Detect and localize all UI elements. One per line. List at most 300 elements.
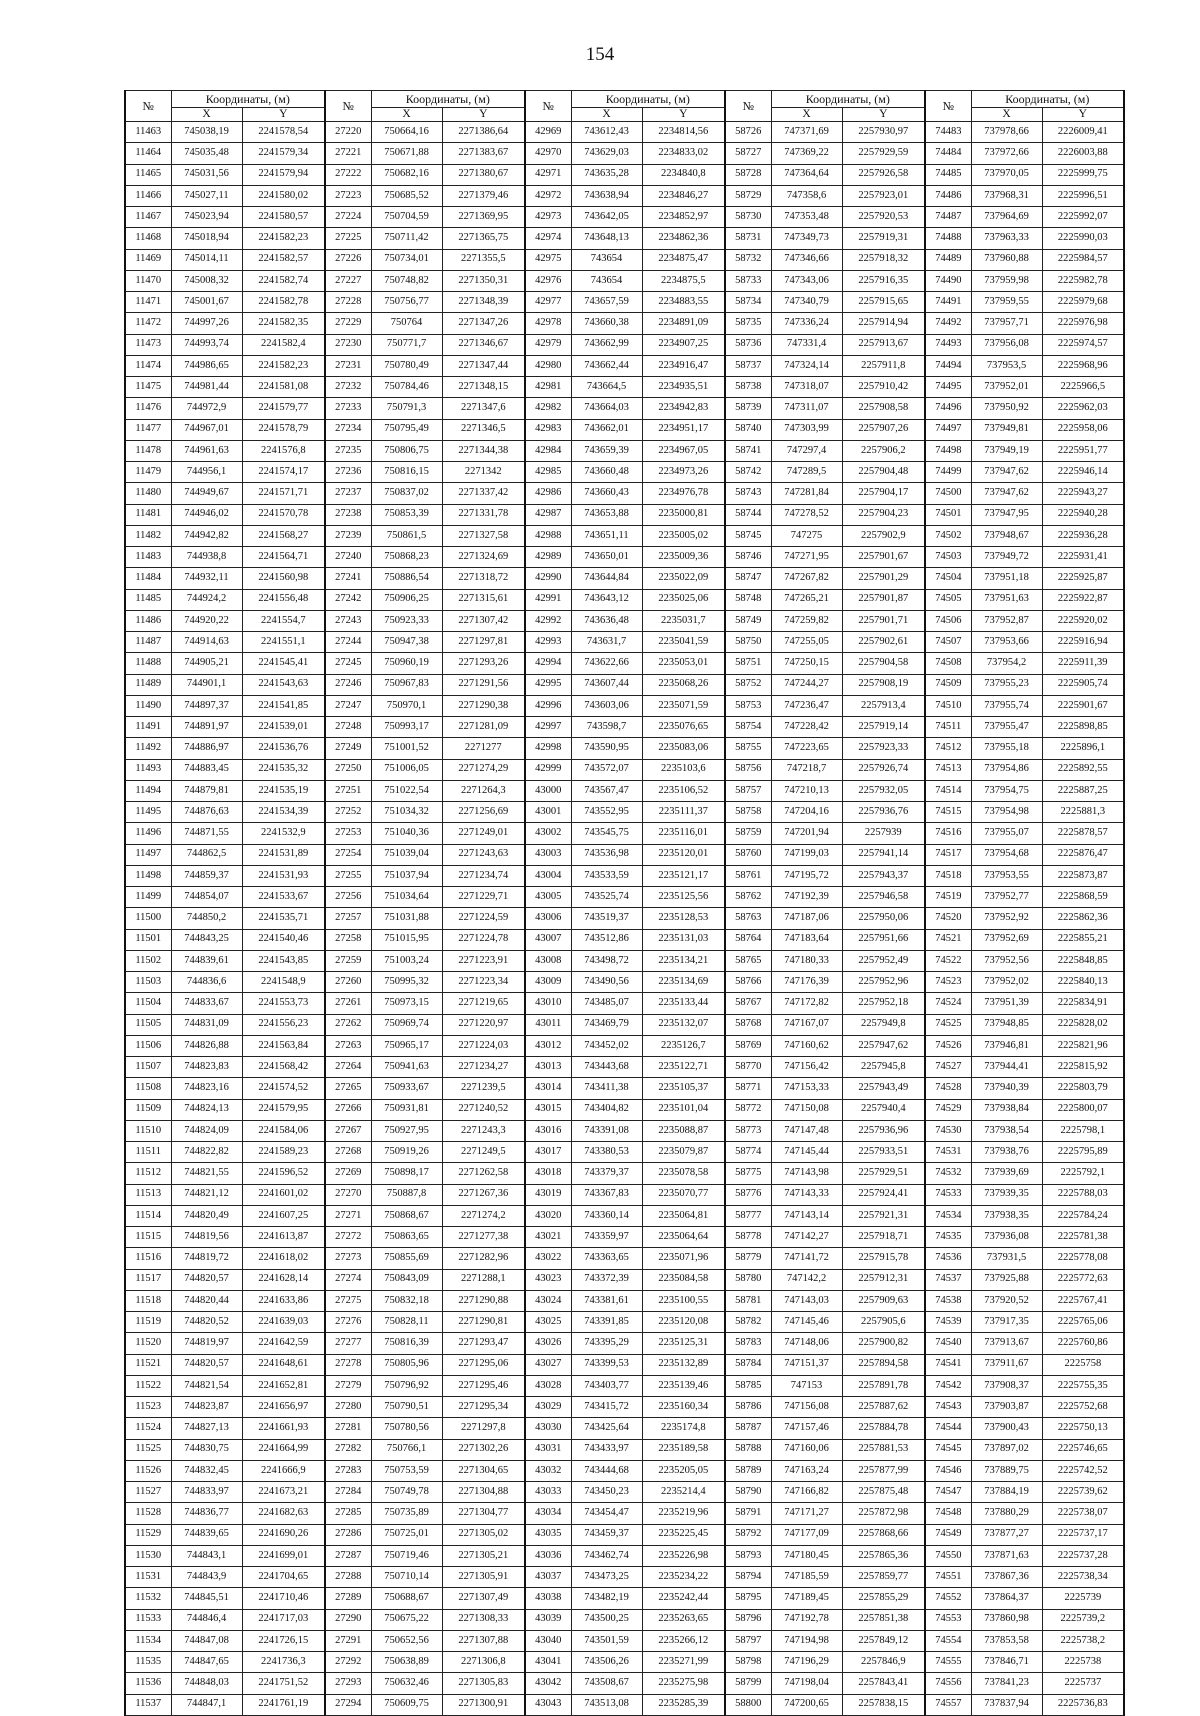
point-number: 42979 <box>525 334 571 355</box>
point-number: 27220 <box>325 122 371 143</box>
point-number: 74539 <box>925 1312 971 1333</box>
coordinate-x: 747267,82 <box>771 568 842 589</box>
coordinate-y: 2235064,81 <box>642 1205 725 1226</box>
point-number: 74511 <box>925 717 971 738</box>
coordinate-x: 744914,63 <box>171 632 242 653</box>
point-number: 11516 <box>125 1248 171 1269</box>
coordinate-x: 744830,75 <box>171 1439 242 1460</box>
coordinate-x: 737938,35 <box>971 1205 1042 1226</box>
point-number: 58732 <box>725 249 771 270</box>
coordinate-y: 2241607,25 <box>242 1205 325 1226</box>
coordinate-x: 737949,81 <box>971 419 1042 440</box>
point-number: 74550 <box>925 1545 971 1566</box>
coordinate-y: 2257881,53 <box>842 1439 925 1460</box>
point-number: 27255 <box>325 865 371 886</box>
point-number: 74498 <box>925 440 971 461</box>
coordinate-y: 2235022,09 <box>642 568 725 589</box>
coordinate-x: 743653,88 <box>571 504 642 525</box>
table-row <box>125 1673 1124 1694</box>
coordinate-x: 750898,17 <box>371 1163 442 1184</box>
coordinate-y: 2257919,14 <box>842 717 925 738</box>
coordinate-x: 750816,39 <box>371 1333 442 1354</box>
coordinate-y: 2257904,58 <box>842 653 925 674</box>
coordinate-x: 750790,51 <box>371 1397 442 1418</box>
coordinate-x: 744820,44 <box>171 1290 242 1311</box>
coordinate-y: 2235009,36 <box>642 547 725 568</box>
point-number: 11498 <box>125 865 171 886</box>
point-number: 74526 <box>925 1035 971 1056</box>
point-number: 27233 <box>325 398 371 419</box>
point-number: 27285 <box>325 1503 371 1524</box>
coordinate-x: 743415,72 <box>571 1397 642 1418</box>
coordinate-y: 2271308,33 <box>442 1609 525 1630</box>
point-number: 74507 <box>925 632 971 653</box>
coordinate-x: 747196,29 <box>771 1652 842 1673</box>
coordinate-x: 747171,27 <box>771 1503 842 1524</box>
coordinate-y: 2225737 <box>1042 1673 1124 1694</box>
coordinate-y: 2241551,1 <box>242 632 325 653</box>
coordinate-y: 2225737,28 <box>1042 1545 1124 1566</box>
coordinate-y: 2241580,02 <box>242 185 325 206</box>
point-number: 58790 <box>725 1482 771 1503</box>
table-row <box>125 1439 1124 1460</box>
coordinate-x: 747167,07 <box>771 1014 842 1035</box>
point-number: 27269 <box>325 1163 371 1184</box>
coordinate-y: 2257924,41 <box>842 1184 925 1205</box>
coordinate-y: 2225916,94 <box>1042 632 1124 653</box>
coordinate-y: 2241531,89 <box>242 844 325 865</box>
column-header-coordinates: Координаты, (м) <box>971 91 1124 108</box>
coordinate-x: 750969,74 <box>371 1014 442 1035</box>
coordinate-x: 750735,89 <box>371 1503 442 1524</box>
coordinate-x: 747200,65 <box>771 1694 842 1715</box>
point-number: 11482 <box>125 525 171 546</box>
coordinate-y: 2235205,05 <box>642 1460 725 1481</box>
point-number: 74543 <box>925 1397 971 1418</box>
coordinate-x: 750652,56 <box>371 1630 442 1651</box>
point-number: 27252 <box>325 802 371 823</box>
coordinate-x: 745027,11 <box>171 185 242 206</box>
table-row <box>125 1397 1124 1418</box>
coordinate-y: 2257949,8 <box>842 1014 925 1035</box>
coordinate-x: 750671,88 <box>371 143 442 164</box>
point-number: 27236 <box>325 462 371 483</box>
coordinate-y: 2257868,66 <box>842 1524 925 1545</box>
coordinate-x: 744822,82 <box>171 1142 242 1163</box>
point-number: 11519 <box>125 1312 171 1333</box>
point-number: 43022 <box>525 1248 571 1269</box>
coordinate-x: 743654 <box>571 249 642 270</box>
point-number: 43042 <box>525 1673 571 1694</box>
point-number: 42974 <box>525 228 571 249</box>
coordinate-y: 2225792,1 <box>1042 1163 1124 1184</box>
coordinate-x: 750933,67 <box>371 1078 442 1099</box>
point-number: 27246 <box>325 674 371 695</box>
point-number: 74520 <box>925 908 971 929</box>
point-number: 27239 <box>325 525 371 546</box>
coordinate-y: 2271305,21 <box>442 1545 525 1566</box>
table-row <box>125 1354 1124 1375</box>
coordinate-y: 2257843,41 <box>842 1673 925 1694</box>
table-row <box>125 483 1124 504</box>
coordinate-y: 2241581,08 <box>242 377 325 398</box>
coordinate-y: 2271331,78 <box>442 504 525 525</box>
coordinate-x: 744850,2 <box>171 908 242 929</box>
point-number: 58784 <box>725 1354 771 1375</box>
coordinate-y: 2225868,59 <box>1042 887 1124 908</box>
point-number: 27222 <box>325 164 371 185</box>
point-number: 11508 <box>125 1078 171 1099</box>
coordinate-y: 2241661,93 <box>242 1418 325 1439</box>
coordinate-y: 2257916,35 <box>842 270 925 291</box>
point-number: 58727 <box>725 143 771 164</box>
coordinate-x: 750796,92 <box>371 1375 442 1396</box>
point-number: 74505 <box>925 589 971 610</box>
coordinate-y: 2235100,55 <box>642 1290 725 1311</box>
column-header-y: Y <box>442 108 525 122</box>
coordinate-y: 2271315,61 <box>442 589 525 610</box>
coordinate-y: 2271220,97 <box>442 1014 525 1035</box>
coordinate-y: 2271306,8 <box>442 1652 525 1673</box>
coordinate-y: 2225834,91 <box>1042 993 1124 1014</box>
point-number: 43004 <box>525 865 571 886</box>
coordinate-x: 750795,49 <box>371 419 442 440</box>
point-number: 74525 <box>925 1014 971 1035</box>
coordinate-x: 737864,37 <box>971 1588 1042 1609</box>
point-number: 11475 <box>125 377 171 398</box>
coordinate-x: 737978,66 <box>971 122 1042 143</box>
coordinate-x: 747195,72 <box>771 865 842 886</box>
coordinate-y: 2257900,82 <box>842 1333 925 1354</box>
point-number: 58764 <box>725 929 771 950</box>
coordinate-y: 2235083,06 <box>642 738 725 759</box>
coordinate-y: 2235271,99 <box>642 1652 725 1673</box>
table-row <box>125 674 1124 695</box>
coordinate-y: 2235120,08 <box>642 1312 725 1333</box>
coordinate-x: 750816,15 <box>371 462 442 483</box>
point-number: 11497 <box>125 844 171 865</box>
coordinate-y: 2271224,59 <box>442 908 525 929</box>
point-number: 11488 <box>125 653 171 674</box>
coordinate-x: 743525,74 <box>571 887 642 908</box>
coordinate-x: 737968,31 <box>971 185 1042 206</box>
coordinate-y: 2257865,36 <box>842 1545 925 1566</box>
point-number: 27244 <box>325 632 371 653</box>
coordinate-y: 2225781,38 <box>1042 1227 1124 1248</box>
column-header-y: Y <box>242 108 325 122</box>
point-number: 58799 <box>725 1673 771 1694</box>
coordinate-x: 737949,72 <box>971 547 1042 568</box>
coordinate-y: 2257901,67 <box>842 547 925 568</box>
point-number: 74496 <box>925 398 971 419</box>
coordinate-x: 747331,4 <box>771 334 842 355</box>
coordinate-y: 2241554,7 <box>242 610 325 631</box>
point-number: 11527 <box>125 1482 171 1503</box>
coordinate-y: 2241580,57 <box>242 207 325 228</box>
coordinate-x: 737939,69 <box>971 1163 1042 1184</box>
point-number: 42993 <box>525 632 571 653</box>
point-number: 11472 <box>125 313 171 334</box>
table-row <box>125 377 1124 398</box>
point-number: 74486 <box>925 185 971 206</box>
coordinate-y: 2271369,95 <box>442 207 525 228</box>
point-number: 11466 <box>125 185 171 206</box>
coordinate-y: 2257941,14 <box>842 844 925 865</box>
point-number: 43038 <box>525 1588 571 1609</box>
coordinate-x: 743545,75 <box>571 823 642 844</box>
coordinate-y: 2235122,71 <box>642 1057 725 1078</box>
point-number: 27279 <box>325 1375 371 1396</box>
coordinate-x: 747318,07 <box>771 377 842 398</box>
coordinate-y: 2271305,02 <box>442 1524 525 1545</box>
coordinate-x: 750753,59 <box>371 1460 442 1481</box>
coordinate-x: 751037,94 <box>371 865 442 886</box>
coordinate-y: 2234883,55 <box>642 292 725 313</box>
table-row <box>125 1312 1124 1333</box>
table-row <box>125 1035 1124 1056</box>
coordinate-x: 743631,7 <box>571 632 642 653</box>
column-header-y: Y <box>842 108 925 122</box>
coordinate-x: 750632,46 <box>371 1673 442 1694</box>
coordinate-y: 2225800,07 <box>1042 1099 1124 1120</box>
coordinate-x: 747255,05 <box>771 632 842 653</box>
coordinate-y: 2257849,12 <box>842 1630 925 1651</box>
point-number: 42986 <box>525 483 571 504</box>
coordinate-y: 2271295,34 <box>442 1397 525 1418</box>
coordinate-y: 2225755,35 <box>1042 1375 1124 1396</box>
point-number: 42977 <box>525 292 571 313</box>
coordinate-y: 2257920,53 <box>842 207 925 228</box>
coordinate-x: 737953,66 <box>971 632 1042 653</box>
coordinate-x: 737972,66 <box>971 143 1042 164</box>
coordinate-y: 2241639,03 <box>242 1312 325 1333</box>
point-number: 58797 <box>725 1630 771 1651</box>
coordinate-x: 744820,49 <box>171 1205 242 1226</box>
coordinate-x: 737954,86 <box>971 759 1042 780</box>
coordinate-x: 744821,12 <box>171 1184 242 1205</box>
coordinate-y: 2234840,8 <box>642 164 725 185</box>
coordinate-y: 2257950,06 <box>842 908 925 929</box>
coordinate-y: 2257909,63 <box>842 1290 925 1311</box>
coordinate-x: 743508,67 <box>571 1673 642 1694</box>
point-number: 27249 <box>325 738 371 759</box>
coordinate-y: 2234875,47 <box>642 249 725 270</box>
coordinate-x: 737964,69 <box>971 207 1042 228</box>
coordinate-x: 743635,28 <box>571 164 642 185</box>
coordinate-x: 744820,57 <box>171 1354 242 1375</box>
coordinate-x: 744993,74 <box>171 334 242 355</box>
coordinate-y: 2235000,81 <box>642 504 725 525</box>
point-number: 27251 <box>325 780 371 801</box>
coordinate-x: 750886,54 <box>371 568 442 589</box>
point-number: 74530 <box>925 1120 971 1141</box>
point-number: 27243 <box>325 610 371 631</box>
coordinate-y: 2241666,9 <box>242 1460 325 1481</box>
point-number: 11504 <box>125 993 171 1014</box>
point-number: 43010 <box>525 993 571 1014</box>
coordinate-y: 2271234,74 <box>442 865 525 886</box>
coordinate-x: 751039,04 <box>371 844 442 865</box>
coordinate-x: 750995,32 <box>371 972 442 993</box>
point-number: 74510 <box>925 695 971 716</box>
point-number: 74508 <box>925 653 971 674</box>
point-number: 11531 <box>125 1567 171 1588</box>
coordinate-y: 2235125,56 <box>642 887 725 908</box>
coordinate-y: 2241582,23 <box>242 228 325 249</box>
coordinate-x: 743643,12 <box>571 589 642 610</box>
coordinate-y: 2241579,34 <box>242 143 325 164</box>
coordinate-x: 750749,78 <box>371 1482 442 1503</box>
coordinate-y: 2225966,5 <box>1042 377 1124 398</box>
point-number: 74537 <box>925 1269 971 1290</box>
table-row <box>125 1078 1124 1099</box>
point-number: 11536 <box>125 1673 171 1694</box>
coordinate-y: 2271347,26 <box>442 313 525 334</box>
coordinate-y: 2271281,09 <box>442 717 525 738</box>
coordinate-y: 2271243,3 <box>442 1120 525 1141</box>
coordinate-y: 2235068,26 <box>642 674 725 695</box>
coordinate-x: 743485,07 <box>571 993 642 1014</box>
column-header-y: Y <box>642 108 725 122</box>
point-number: 11486 <box>125 610 171 631</box>
point-number: 11478 <box>125 440 171 461</box>
coordinate-y: 2241540,46 <box>242 929 325 950</box>
point-number: 74555 <box>925 1652 971 1673</box>
coordinate-y: 2225951,77 <box>1042 440 1124 461</box>
point-number: 58731 <box>725 228 771 249</box>
coordinate-x: 737925,88 <box>971 1269 1042 1290</box>
coordinate-x: 744847,08 <box>171 1630 242 1651</box>
point-number: 74551 <box>925 1567 971 1588</box>
coordinate-x: 747289,5 <box>771 462 842 483</box>
coordinate-y: 2257902,9 <box>842 525 925 546</box>
coordinate-y: 2235103,6 <box>642 759 725 780</box>
point-number: 58760 <box>725 844 771 865</box>
coordinate-y: 2225984,57 <box>1042 249 1124 270</box>
point-number: 58792 <box>725 1524 771 1545</box>
coordinate-x: 737947,95 <box>971 504 1042 525</box>
coordinate-x: 747228,42 <box>771 717 842 738</box>
point-number: 43032 <box>525 1460 571 1481</box>
point-number: 74534 <box>925 1205 971 1226</box>
point-number: 58743 <box>725 483 771 504</box>
coordinate-y: 2257908,19 <box>842 674 925 695</box>
coordinate-x: 750855,69 <box>371 1248 442 1269</box>
point-number: 43017 <box>525 1142 571 1163</box>
coordinate-y: 2235064,64 <box>642 1227 725 1248</box>
coordinate-x: 744831,09 <box>171 1014 242 1035</box>
point-number: 43020 <box>525 1205 571 1226</box>
coordinate-x: 745035,48 <box>171 143 242 164</box>
point-number: 74491 <box>925 292 971 313</box>
coordinate-y: 2257919,31 <box>842 228 925 249</box>
coordinate-x: 744862,5 <box>171 844 242 865</box>
coordinate-x: 743660,38 <box>571 313 642 334</box>
coordinate-x: 737908,37 <box>971 1375 1042 1396</box>
point-number: 11530 <box>125 1545 171 1566</box>
coordinate-y: 2241553,73 <box>242 993 325 1014</box>
coordinate-y: 2225752,68 <box>1042 1397 1124 1418</box>
point-number: 27232 <box>325 377 371 398</box>
coordinate-y: 2257855,29 <box>842 1588 925 1609</box>
coordinate-y: 2257911,8 <box>842 355 925 376</box>
point-number: 58736 <box>725 334 771 355</box>
coordinate-y: 2225828,02 <box>1042 1014 1124 1035</box>
point-number: 27229 <box>325 313 371 334</box>
coordinate-x: 737963,33 <box>971 228 1042 249</box>
coordinate-x: 737954,75 <box>971 780 1042 801</box>
coordinate-y: 2235101,04 <box>642 1099 725 1120</box>
coordinate-y: 2225760,86 <box>1042 1333 1124 1354</box>
coordinate-x: 747336,24 <box>771 313 842 334</box>
point-number: 27273 <box>325 1248 371 1269</box>
coordinate-y: 2234942,83 <box>642 398 725 419</box>
coordinate-x: 744824,09 <box>171 1120 242 1141</box>
point-number: 27231 <box>325 355 371 376</box>
coordinate-x: 737931,5 <box>971 1248 1042 1269</box>
coordinate-y: 2241642,59 <box>242 1333 325 1354</box>
coordinate-y: 2241761,19 <box>242 1694 325 1715</box>
coordinate-x: 743648,13 <box>571 228 642 249</box>
coordinate-y: 2271264,3 <box>442 780 525 801</box>
coordinate-x: 750638,89 <box>371 1652 442 1673</box>
coordinate-y: 2241682,63 <box>242 1503 325 1524</box>
table-row <box>125 1333 1124 1354</box>
coordinate-x: 743657,59 <box>571 292 642 313</box>
point-number: 27270 <box>325 1184 371 1205</box>
coordinate-x: 750682,16 <box>371 164 442 185</box>
coordinate-x: 743395,29 <box>571 1333 642 1354</box>
coordinate-y: 2225795,89 <box>1042 1142 1124 1163</box>
coordinate-y: 2241574,52 <box>242 1078 325 1099</box>
coordinate-y: 2257926,58 <box>842 164 925 185</box>
coordinate-x: 744820,52 <box>171 1312 242 1333</box>
coordinate-y: 2271288,1 <box>442 1269 525 1290</box>
coordinate-x: 750967,83 <box>371 674 442 695</box>
coordinate-x: 744847,1 <box>171 1694 242 1715</box>
point-number: 27271 <box>325 1205 371 1226</box>
coordinate-y: 2225742,52 <box>1042 1460 1124 1481</box>
coordinate-x: 737917,35 <box>971 1312 1042 1333</box>
point-number: 27235 <box>325 440 371 461</box>
point-number: 11518 <box>125 1290 171 1311</box>
point-number: 43019 <box>525 1184 571 1205</box>
point-number: 11480 <box>125 483 171 504</box>
column-header-x: X <box>571 108 642 122</box>
coordinate-x: 744843,9 <box>171 1567 242 1588</box>
coordinate-y: 2271386,64 <box>442 122 525 143</box>
coordinate-x: 745001,67 <box>171 292 242 313</box>
coordinate-y: 2241579,95 <box>242 1099 325 1120</box>
point-number: 27240 <box>325 547 371 568</box>
point-number: 74557 <box>925 1694 971 1715</box>
coordinate-x: 737938,76 <box>971 1142 1042 1163</box>
coordinate-x: 744854,07 <box>171 887 242 908</box>
coordinate-y: 2225737,17 <box>1042 1524 1124 1545</box>
coordinate-x: 737955,18 <box>971 738 1042 759</box>
point-number: 74514 <box>925 780 971 801</box>
coordinate-x: 737956,08 <box>971 334 1042 355</box>
coordinate-y: 2241535,32 <box>242 759 325 780</box>
coordinate-y: 2241560,98 <box>242 568 325 589</box>
point-number: 43012 <box>525 1035 571 1056</box>
coordinate-y: 2225920,02 <box>1042 610 1124 631</box>
coordinate-x: 744986,65 <box>171 355 242 376</box>
coordinate-y: 2241579,77 <box>242 398 325 419</box>
coordinate-x: 744924,2 <box>171 589 242 610</box>
point-number: 27267 <box>325 1120 371 1141</box>
coordinate-y: 2257915,65 <box>842 292 925 313</box>
